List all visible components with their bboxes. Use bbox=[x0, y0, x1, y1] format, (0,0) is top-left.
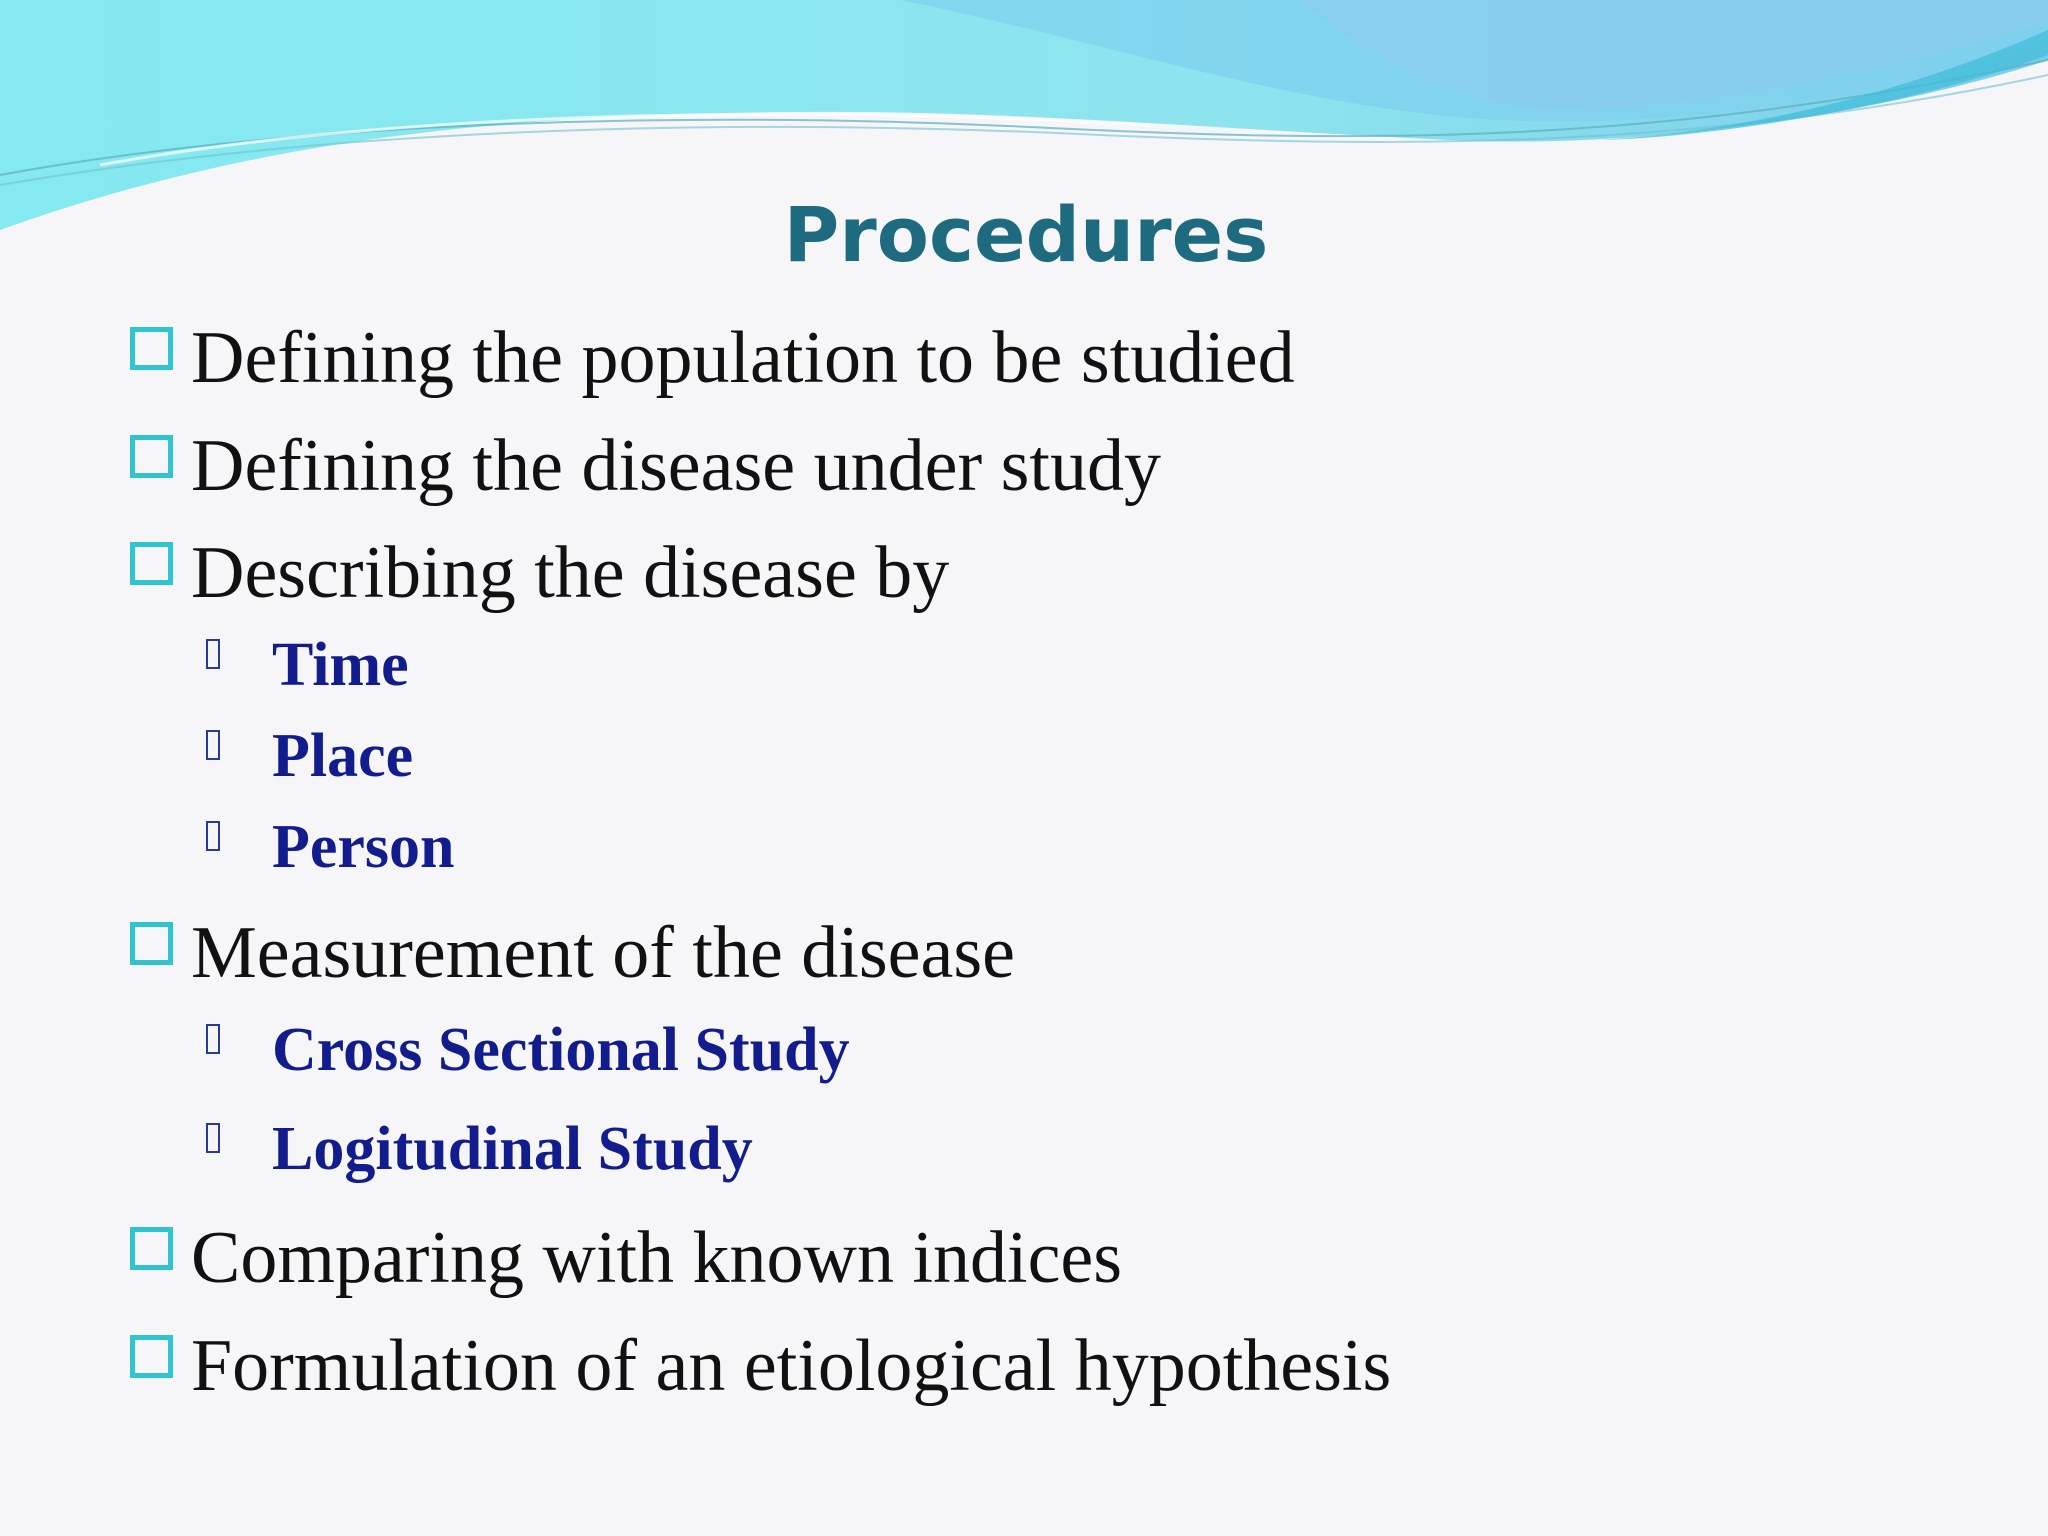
bullet-text: Defining the disease under study bbox=[191, 425, 1161, 507]
sub-bullet-icon bbox=[206, 821, 220, 851]
bullet-item bbox=[130, 1324, 1391, 1409]
bullet-text: Formulation of an etiological hypothesis bbox=[191, 1325, 1392, 1407]
sub-bullet-icon bbox=[206, 730, 220, 760]
bullet-item bbox=[130, 911, 1015, 996]
bullet-item bbox=[130, 1216, 1122, 1301]
bullet-item bbox=[130, 531, 949, 616]
sub-bullet-icon bbox=[206, 639, 220, 669]
sub-bullet-text: Logitudinal Study bbox=[272, 1115, 753, 1183]
sub-bullet-icon bbox=[206, 1123, 220, 1153]
sub-bullet-text: Time bbox=[272, 631, 409, 699]
sub-bullet-item bbox=[206, 630, 409, 701]
checkbox-bullet-icon bbox=[130, 435, 173, 478]
bullet-text: Describing the disease by bbox=[191, 532, 950, 614]
bullet-text: Defining the population to be studied bbox=[191, 317, 1295, 399]
slide-title: Procedures bbox=[783, 190, 1269, 279]
sub-bullet-text: Place bbox=[272, 722, 414, 790]
checkbox-bullet-icon bbox=[130, 922, 173, 965]
checkbox-bullet-icon bbox=[130, 1227, 173, 1270]
checkbox-bullet-icon bbox=[130, 542, 173, 585]
bullet-text: Measurement of the disease bbox=[191, 912, 1015, 994]
checkbox-bullet-icon bbox=[130, 327, 173, 370]
sub-bullet-item bbox=[206, 721, 413, 792]
sub-bullet-text: Person bbox=[272, 813, 455, 881]
sub-bullet-item bbox=[206, 1114, 753, 1185]
bullet-text: Comparing with known indices bbox=[191, 1217, 1123, 1299]
checkbox-bullet-icon bbox=[130, 1335, 173, 1378]
bullet-item bbox=[130, 316, 1295, 401]
sub-bullet-item bbox=[206, 812, 455, 883]
bullet-item bbox=[130, 424, 1161, 509]
sub-bullet-icon bbox=[206, 1024, 220, 1054]
sub-bullet-item bbox=[206, 1015, 850, 1086]
sub-bullet-text: Cross Sectional Study bbox=[272, 1016, 850, 1084]
